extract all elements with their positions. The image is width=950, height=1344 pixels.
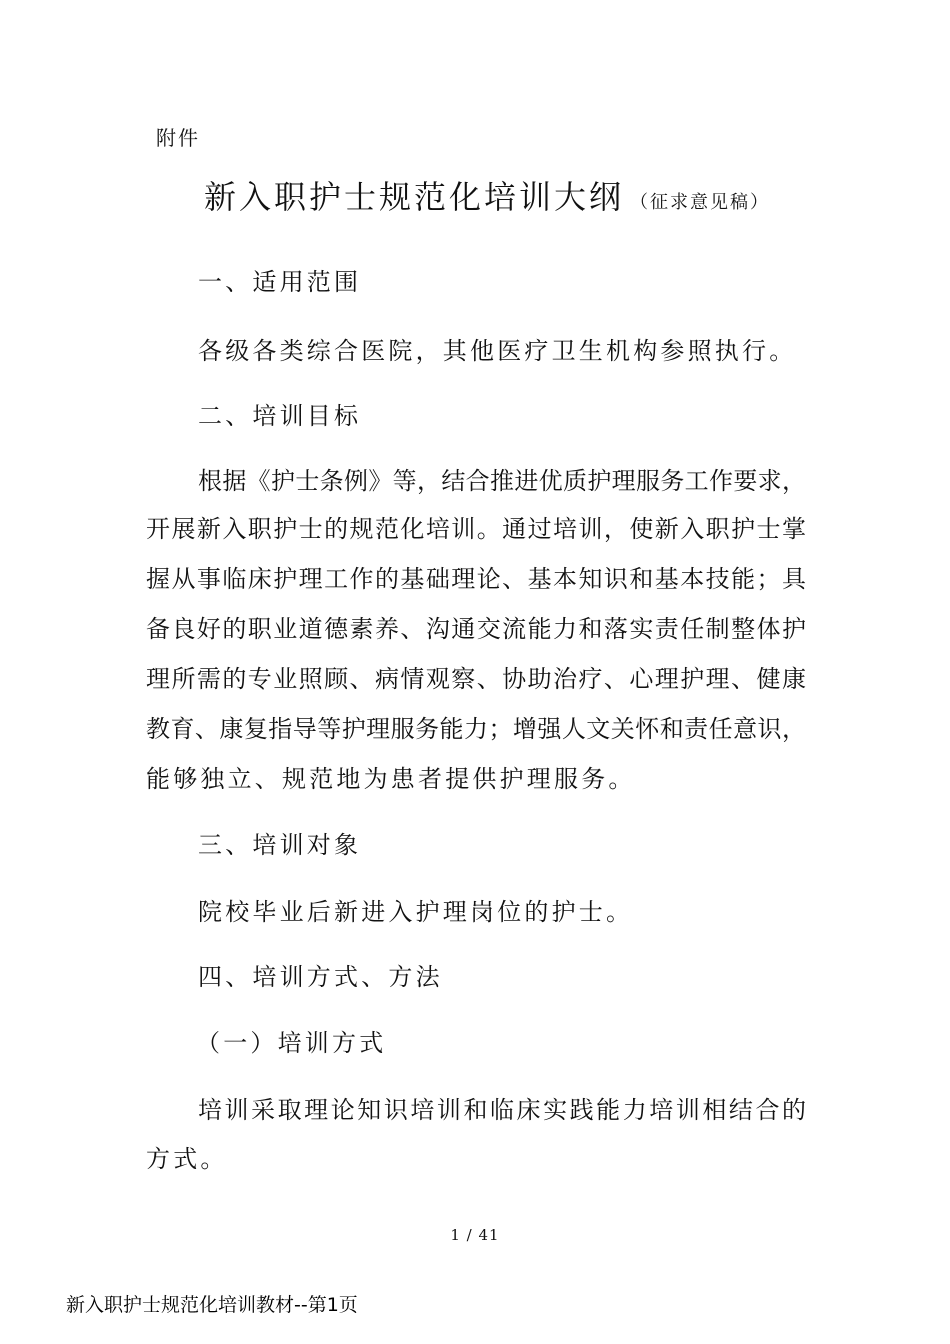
paragraph-line: 培训采取理论知识培训和临床实践能力培训相结合的 — [198, 1096, 806, 1124]
paragraph-line: 开展新入职护士的规范化培训。通过培训，使新入职护士掌 — [146, 515, 806, 543]
paragraph-line: 理所需的专业照顾、病情观察、协助治疗、心理护理、健康 — [146, 665, 806, 693]
document-title: 新入职护士规范化培训大纲 — [204, 178, 625, 216]
paragraph-line: 能够独立、规范地为患者提供护理服务。 — [146, 765, 636, 793]
page-number: 1 / 41 — [450, 1226, 500, 1244]
subsection-heading: （一）培训方式 — [196, 1029, 387, 1057]
paragraph-line: 院校毕业后新进入护理岗位的护士。 — [198, 898, 634, 926]
title-block — [204, 172, 770, 218]
section-heading: 二、培训目标 — [198, 402, 362, 430]
paragraph-line: 教育、康复指导等护理服务能力；增强人文关怀和责任意识， — [146, 715, 806, 743]
document-subtitle: （征求意见稿） — [630, 192, 771, 213]
paragraph-line: 备良好的职业道德素养、沟通交流能力和落实责任制整体护 — [146, 615, 806, 643]
paragraph-line: 握从事临床护理工作的基础理论、基本知识和基本技能；具 — [146, 565, 806, 593]
footer-label: 新入职护士规范化培训教材--第1页 — [66, 1294, 358, 1316]
section-heading: 三、培训对象 — [198, 831, 362, 859]
paragraph-line: 方式。 — [146, 1145, 228, 1173]
attachment-label: 附件 — [156, 126, 200, 150]
paragraph-line: 各级各类综合医院，其他医疗卫生机构参照执行。 — [198, 337, 797, 365]
paragraph-line: 根据《护士条例》等，结合推进优质护理服务工作要求， — [198, 467, 806, 495]
section-heading: 四、培训方式、方法 — [198, 963, 443, 991]
section-heading: 一、适用范围 — [198, 268, 362, 296]
